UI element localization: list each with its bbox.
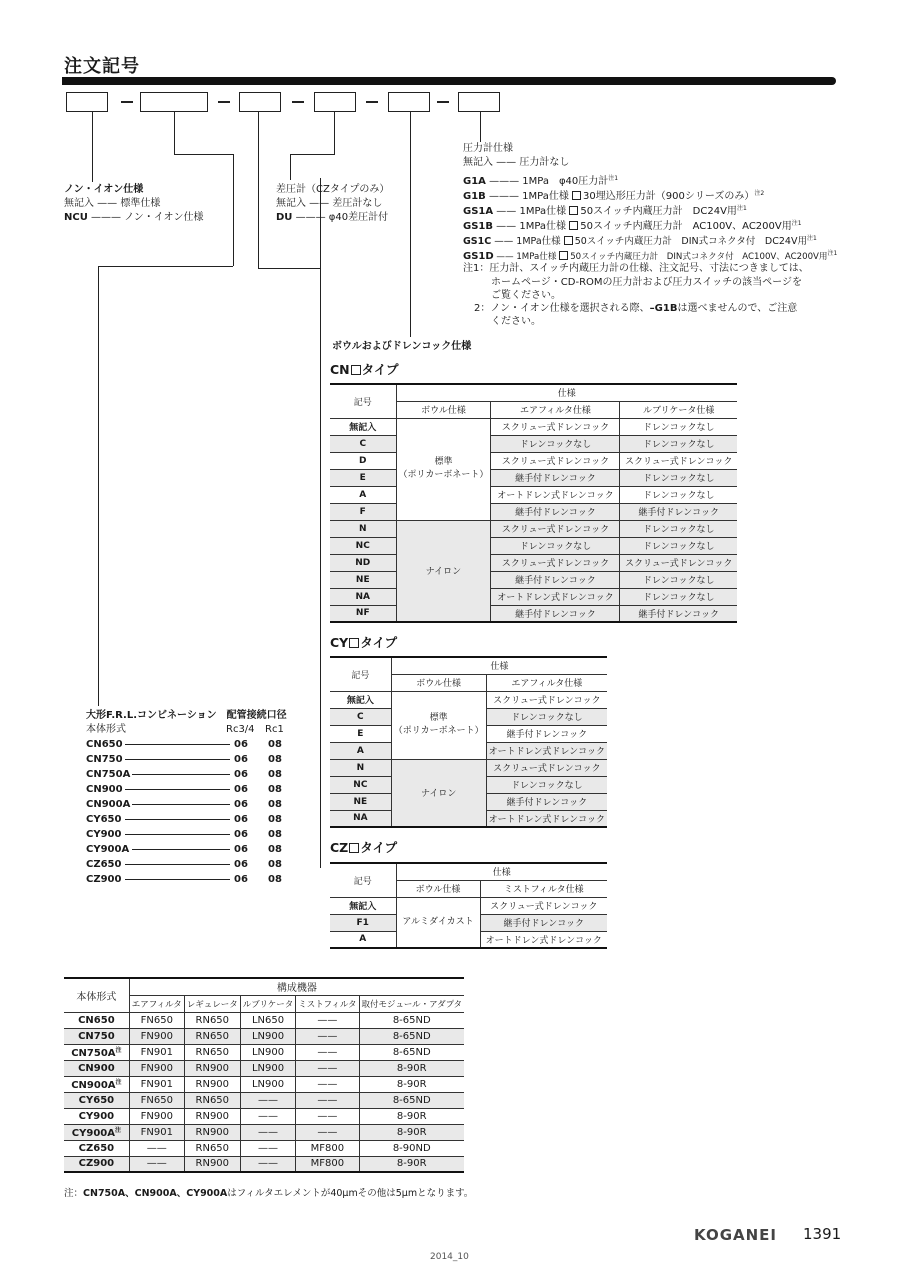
combo-rc1: 08 — [268, 799, 282, 810]
table-cell: 無記入 — [330, 418, 396, 435]
gauge-note: 2：ノン・イオン仕様を選択される際、–G1Bは選べませんので、ご注意 — [474, 303, 798, 314]
combo-model: CN750A — [86, 769, 131, 780]
combo-row — [86, 812, 286, 827]
table-cell: —— — [296, 1028, 359, 1044]
separator — [437, 101, 449, 103]
table-cell: —— — [296, 1092, 359, 1108]
combo-model: CN650 — [86, 739, 123, 750]
table-row — [64, 1108, 464, 1124]
table-cell: 継手付ドレンコック — [491, 503, 620, 520]
cy-table — [330, 656, 607, 828]
combo-model: CY650 — [86, 814, 122, 825]
cn-table — [330, 383, 737, 623]
table-cell: ドレンコックなし — [491, 435, 620, 452]
leader-line — [258, 268, 320, 269]
leader-line — [125, 759, 230, 760]
cn-type-title: CN タイプ — [330, 362, 399, 377]
table-cell: 8-90R — [359, 1124, 464, 1140]
table-cell: 8-90R — [359, 1060, 464, 1076]
nonion-line: NCU ——— ノン・イオン仕様 — [64, 212, 204, 223]
table-row — [64, 1012, 464, 1028]
code-box-port — [239, 92, 281, 112]
page-number: 1391 — [803, 1225, 842, 1243]
diffgauge-title: 差圧計（CZタイプのみ） — [276, 184, 390, 195]
table-cell: —— — [129, 1156, 184, 1172]
combo-col-rc34: Rc3/4 — [226, 724, 255, 735]
combo-rc1: 08 — [268, 844, 282, 855]
table-cell: —— — [129, 1140, 184, 1156]
leader-line — [290, 154, 291, 180]
combo-rc1: 08 — [268, 739, 282, 750]
leader-line — [92, 112, 93, 182]
combo-rc34: 06 — [234, 769, 248, 780]
table-cell: スクリュー式ドレンコック — [491, 520, 620, 537]
separator — [218, 101, 230, 103]
table-cell: ドレンコックなし — [620, 435, 737, 452]
table-cell: 8-65ND — [359, 1092, 464, 1108]
table-cell: FN900 — [129, 1028, 184, 1044]
leader-line — [258, 112, 259, 268]
combo-model: CZ650 — [86, 859, 122, 870]
table-cell: オートドレン式ドレンコック — [491, 486, 620, 503]
bowl-heading: ボウルおよびドレンコック仕様 — [332, 341, 472, 352]
code-box-gauge — [458, 92, 500, 112]
table-cell: $CN750A^注$ — [64, 1044, 129, 1060]
header-cell: 仕様 — [396, 384, 737, 401]
table-cell: ドレンコックなし — [486, 776, 607, 793]
table-row — [330, 418, 737, 435]
table-cell: F1 — [330, 914, 396, 931]
table-cell: ドレンコックなし — [620, 469, 737, 486]
table-cell: 継手付ドレンコック — [620, 605, 737, 622]
header-cell: ルブリケータ仕様 — [620, 401, 737, 418]
table-cell: 無記入 — [330, 691, 391, 708]
header-cell: 記号 — [330, 863, 396, 897]
header-cell: ルブリケータ — [240, 995, 296, 1012]
combo-row — [86, 737, 286, 752]
header-cell: 本体形式 — [64, 978, 129, 1012]
cy-type-title: CY タイプ — [330, 635, 398, 650]
table-cell: ドレンコックなし — [620, 537, 737, 554]
leader-line — [320, 178, 321, 868]
header-cell: 仕様 — [391, 657, 607, 674]
leader-line — [233, 154, 234, 266]
table-cell: C — [330, 708, 391, 725]
combo-rc1: 08 — [268, 784, 282, 795]
header-cell: ボウル仕様 — [391, 674, 486, 691]
table-row — [330, 452, 737, 469]
leader-line — [132, 804, 230, 805]
table-row — [64, 1076, 464, 1092]
table-cell: CY900 — [64, 1108, 129, 1124]
combo-row — [86, 782, 286, 797]
combo-model: CN750 — [86, 754, 123, 765]
table-row — [330, 588, 737, 605]
table-cell: —— — [296, 1012, 359, 1028]
header-cell: ボウル仕様 — [396, 401, 491, 418]
combo-col-rc1: Rc1 — [265, 724, 284, 735]
table-cell: NE — [330, 571, 396, 588]
combo-rc1: 08 — [268, 814, 282, 825]
table-cell: LN900 — [240, 1060, 296, 1076]
leader-line — [98, 266, 233, 267]
combo-model: CY900A — [86, 844, 130, 855]
table-cell: RN900 — [184, 1060, 240, 1076]
table-cell: RN900 — [184, 1124, 240, 1140]
code-box-bowl — [388, 92, 430, 112]
table-cell: ND — [330, 554, 396, 571]
leader-line — [125, 879, 230, 880]
table-cell: NC — [330, 537, 396, 554]
table-cell: 継手付ドレンコック — [620, 503, 737, 520]
component-table — [64, 977, 464, 1173]
leader-line — [125, 819, 230, 820]
table-row — [330, 897, 607, 914]
table-cell: LN900 — [240, 1028, 296, 1044]
table-row — [330, 554, 737, 571]
table-cell: FN901 — [129, 1124, 184, 1140]
code-box-diffgauge — [314, 92, 356, 112]
table-cell: FN900 — [129, 1108, 184, 1124]
nonion-line: 無記入 —— 標準仕様 — [64, 198, 161, 209]
header-cell: 記号 — [330, 384, 396, 418]
table-row — [330, 605, 737, 622]
table-cell: D — [330, 452, 396, 469]
table-cell: ドレンコックなし — [486, 708, 607, 725]
table-cell: 継手付ドレンコック — [491, 469, 620, 486]
table-row — [330, 537, 737, 554]
combo-row — [86, 797, 286, 812]
separator — [121, 101, 133, 103]
table-cell: —— — [240, 1124, 296, 1140]
table-cell: スクリュー式ドレンコック — [480, 897, 607, 914]
table-cell: 標準 （ポリカーボネート） — [391, 691, 486, 759]
combo-row — [86, 827, 286, 842]
table-cell: RN650 — [184, 1012, 240, 1028]
footnote: 注：CN750A、CN900A、CY900Aはフィルタエレメントが40μmその他は5μmとなります。 — [64, 1188, 474, 1199]
leader-line — [480, 112, 481, 142]
table-cell: 8-90ND — [359, 1140, 464, 1156]
gauge-line: G1B ——— 1MPa仕様 30埋込形圧力計（900シリーズのみ）$^{注2}$ — [463, 190, 765, 202]
table-cell: ドレンコックなし — [620, 486, 737, 503]
table-cell: 継手付ドレンコック — [491, 571, 620, 588]
table-cell: スクリュー式ドレンコック — [486, 759, 607, 776]
table-cell: スクリュー式ドレンコック — [491, 554, 620, 571]
table-cell: ドレンコックなし — [620, 571, 737, 588]
table-cell: ドレンコックなし — [620, 520, 737, 537]
table-cell: 8-90R — [359, 1076, 464, 1092]
cz-type-title: CZ タイプ — [330, 840, 398, 855]
combo-rc34: 06 — [234, 859, 248, 870]
combo-rc34: 06 — [234, 739, 248, 750]
table-cell: NA — [330, 588, 396, 605]
table-cell: CN900 — [64, 1060, 129, 1076]
header-cell: レギュレータ — [184, 995, 240, 1012]
header-cell: エアフィルタ — [129, 995, 184, 1012]
table-cell: LN650 — [240, 1012, 296, 1028]
table-cell: RN900 — [184, 1108, 240, 1124]
table-cell: FN650 — [129, 1092, 184, 1108]
table-row — [330, 503, 737, 520]
leader-line — [410, 112, 411, 337]
table-cell: ドレンコックなし — [491, 537, 620, 554]
table-cell: 継手付ドレンコック — [491, 605, 620, 622]
table-cell: —— — [296, 1108, 359, 1124]
code-box-model — [140, 92, 208, 112]
table-cell: $CN900A^注$ — [64, 1076, 129, 1092]
table-row — [330, 486, 737, 503]
title-rule — [62, 77, 836, 85]
table-cell: スクリュー式ドレンコック — [620, 554, 737, 571]
leader-line — [290, 154, 334, 155]
table-row — [64, 1060, 464, 1076]
table-cell: アルミダイカスト — [396, 897, 480, 948]
table-cell: FN901 — [129, 1044, 184, 1060]
table-cell: E — [330, 725, 391, 742]
table-cell: —— — [296, 1124, 359, 1140]
leader-line — [132, 774, 230, 775]
gauge-line: GS1A —— 1MPa仕様 50スイッチ内蔵圧力計 DC24V用$^{注1}$ — [463, 205, 747, 217]
leader-line — [98, 266, 99, 706]
table-cell: NE — [330, 793, 391, 810]
combo-rc1: 08 — [268, 874, 282, 885]
combo-rc34: 06 — [234, 784, 248, 795]
combo-rc1: 08 — [268, 829, 282, 840]
leader-line — [132, 849, 230, 850]
combo-model: CN900A — [86, 799, 131, 810]
table-cell: オートドレン式ドレンコック — [491, 588, 620, 605]
table-cell: N — [330, 520, 396, 537]
table-cell: CY650 — [64, 1092, 129, 1108]
table-cell: CN750 — [64, 1028, 129, 1044]
gauge-line: GS1B —— 1MPa仕様 50スイッチ内蔵圧力計 AC100V、AC200V用$^{注1}$ — [463, 220, 802, 232]
table-cell: 標準 （ポリカーボネート） — [396, 418, 491, 520]
cz-table — [330, 862, 607, 949]
table-row — [330, 469, 737, 486]
table-cell: $CY900A^注$ — [64, 1124, 129, 1140]
header-cell: 記号 — [330, 657, 391, 691]
table-cell: LN900 — [240, 1044, 296, 1060]
table-cell: RN650 — [184, 1028, 240, 1044]
header-cell: ボウル仕様 — [396, 880, 480, 897]
table-row — [330, 435, 737, 452]
leader-line — [125, 789, 230, 790]
table-cell: RN650 — [184, 1044, 240, 1060]
gauge-line: 無記入 —— 圧力計なし — [463, 157, 570, 168]
table-cell: —— — [240, 1156, 296, 1172]
table-cell: F — [330, 503, 396, 520]
table-row — [330, 520, 737, 537]
table-cell: 8-90R — [359, 1156, 464, 1172]
table-cell: NC — [330, 776, 391, 793]
combo-row — [86, 752, 286, 767]
table-cell: スクリュー式ドレンコック — [486, 691, 607, 708]
table-cell: C — [330, 435, 396, 452]
header-cell: ミストフィルタ — [296, 995, 359, 1012]
combo-row — [86, 857, 286, 872]
table-cell: FN650 — [129, 1012, 184, 1028]
table-cell: CZ650 — [64, 1140, 129, 1156]
combo-rc1: 08 — [268, 859, 282, 870]
leader-line — [125, 744, 230, 745]
table-cell: スクリュー式ドレンコック — [491, 418, 620, 435]
table-cell: RN900 — [184, 1156, 240, 1172]
table-row — [64, 1124, 464, 1140]
header-cell: エアフィルタ仕様 — [486, 674, 607, 691]
header-cell: エアフィルタ仕様 — [491, 401, 620, 418]
table-cell: A — [330, 931, 396, 948]
brand-logo: KOGANEI — [694, 1226, 778, 1244]
combo-rc34: 06 — [234, 754, 248, 765]
header-cell: 構成機器 — [129, 978, 464, 995]
print-date: 2014_10 — [430, 1252, 469, 1262]
table-cell: —— — [240, 1092, 296, 1108]
combo-row — [86, 842, 286, 857]
table-row — [64, 1140, 464, 1156]
separator — [366, 101, 378, 103]
table-cell: RN650 — [184, 1140, 240, 1156]
table-cell: ドレンコックなし — [620, 418, 737, 435]
table-cell: —— — [296, 1060, 359, 1076]
table-row — [64, 1044, 464, 1060]
table-cell: LN900 — [240, 1076, 296, 1092]
table-cell: N — [330, 759, 391, 776]
table-cell: NF — [330, 605, 396, 622]
table-cell: FN900 — [129, 1060, 184, 1076]
table-cell: —— — [296, 1076, 359, 1092]
table-cell: 継手付ドレンコック — [480, 914, 607, 931]
leader-line — [125, 834, 230, 835]
table-cell: —— — [240, 1108, 296, 1124]
table-row — [64, 1092, 464, 1108]
table-row — [64, 1156, 464, 1172]
gauge-note: ご覧ください。 — [491, 290, 561, 301]
table-row — [330, 571, 737, 588]
combo-rc34: 06 — [234, 814, 248, 825]
combo-body-label: 本体形式 — [86, 724, 126, 735]
combo-model: CZ900 — [86, 874, 122, 885]
table-cell: MF800 — [296, 1140, 359, 1156]
gauge-line: GS1C —— 1MPa仕様 50スイッチ内蔵圧力計 DIN式コネクタ付 DC24V用$^{注1}$ — [463, 235, 817, 247]
combo-model: CN900 — [86, 784, 123, 795]
gauge-note: ホームページ・CD-ROMの圧力計および圧力スイッチの該当ページを — [491, 277, 802, 288]
gauge-note: 注1：圧力計、スイッチ内蔵圧力計の仕様、注文記号、寸法につきましては、 — [463, 263, 809, 274]
header-cell: 取付モジュール・アダプタ — [359, 995, 464, 1012]
table-cell: NA — [330, 810, 391, 827]
table-cell: オートドレン式ドレンコック — [486, 810, 607, 827]
table-cell: ナイロン — [391, 759, 486, 827]
table-cell: スクリュー式ドレンコック — [620, 452, 737, 469]
leader-line — [174, 112, 175, 154]
table-cell: ドレンコックなし — [620, 588, 737, 605]
gauge-note: ください。 — [491, 316, 541, 327]
table-cell: 8-65ND — [359, 1012, 464, 1028]
combo-rc34: 06 — [234, 844, 248, 855]
table-cell: FN901 — [129, 1076, 184, 1092]
diffgauge-line: DU ——— φ40差圧計付 — [276, 212, 389, 223]
gauge-title: 圧力計仕様 — [463, 143, 513, 154]
header-cell: 仕様 — [396, 863, 607, 880]
combo-row — [86, 767, 286, 782]
combo-model: CY900 — [86, 829, 122, 840]
leader-line — [334, 112, 335, 155]
diffgauge-line: 無記入 —— 差圧計なし — [276, 198, 383, 209]
table-cell: A — [330, 486, 396, 503]
combo-rc1: 08 — [268, 754, 282, 765]
table-cell: —— — [240, 1140, 296, 1156]
table-cell: ナイロン — [396, 520, 491, 622]
combo-row — [86, 872, 286, 887]
table-cell: RN650 — [184, 1092, 240, 1108]
page-title: 注文記号 — [64, 56, 140, 77]
combo-rc34: 06 — [234, 829, 248, 840]
table-row — [330, 759, 607, 776]
table-cell: CZ900 — [64, 1156, 129, 1172]
leader-line — [174, 154, 233, 155]
table-cell: MF800 — [296, 1156, 359, 1172]
table-cell: E — [330, 469, 396, 486]
combo-rc1: 08 — [268, 769, 282, 780]
table-cell: 継手付ドレンコック — [486, 725, 607, 742]
table-cell: スクリュー式ドレンコック — [491, 452, 620, 469]
table-cell: 無記入 — [330, 897, 396, 914]
table-cell: A — [330, 742, 391, 759]
table-cell: 継手付ドレンコック — [486, 793, 607, 810]
combo-rc34: 06 — [234, 799, 248, 810]
separator — [292, 101, 304, 103]
table-row — [64, 1028, 464, 1044]
leader-line — [125, 864, 230, 865]
header-cell: ミストフィルタ仕様 — [480, 880, 607, 897]
table-row — [330, 691, 607, 708]
combo-title: 大形F.R.L.コンビネーション 配管接続口径 — [86, 710, 287, 721]
table-cell: CN650 — [64, 1012, 129, 1028]
table-cell: 8-65ND — [359, 1044, 464, 1060]
gauge-line: GS1D —— 1MPa仕様 50スイッチ内蔵圧力計 DIN式コネクタ付 AC100V、AC200V用$^{注1}$ — [463, 250, 838, 262]
table-cell: 8-65ND — [359, 1028, 464, 1044]
combo-rc34: 06 — [234, 874, 248, 885]
table-cell: RN900 — [184, 1076, 240, 1092]
table-cell: 8-90R — [359, 1108, 464, 1124]
gauge-line: G1A ——— 1MPa φ40圧力計$^{注1}$ — [463, 175, 619, 187]
nonion-title: ノン・イオン仕様 — [64, 184, 144, 195]
table-cell: オートドレン式ドレンコック — [480, 931, 607, 948]
code-box-nonion — [66, 92, 108, 112]
table-cell: オートドレン式ドレンコック — [486, 742, 607, 759]
table-cell: —— — [296, 1044, 359, 1060]
